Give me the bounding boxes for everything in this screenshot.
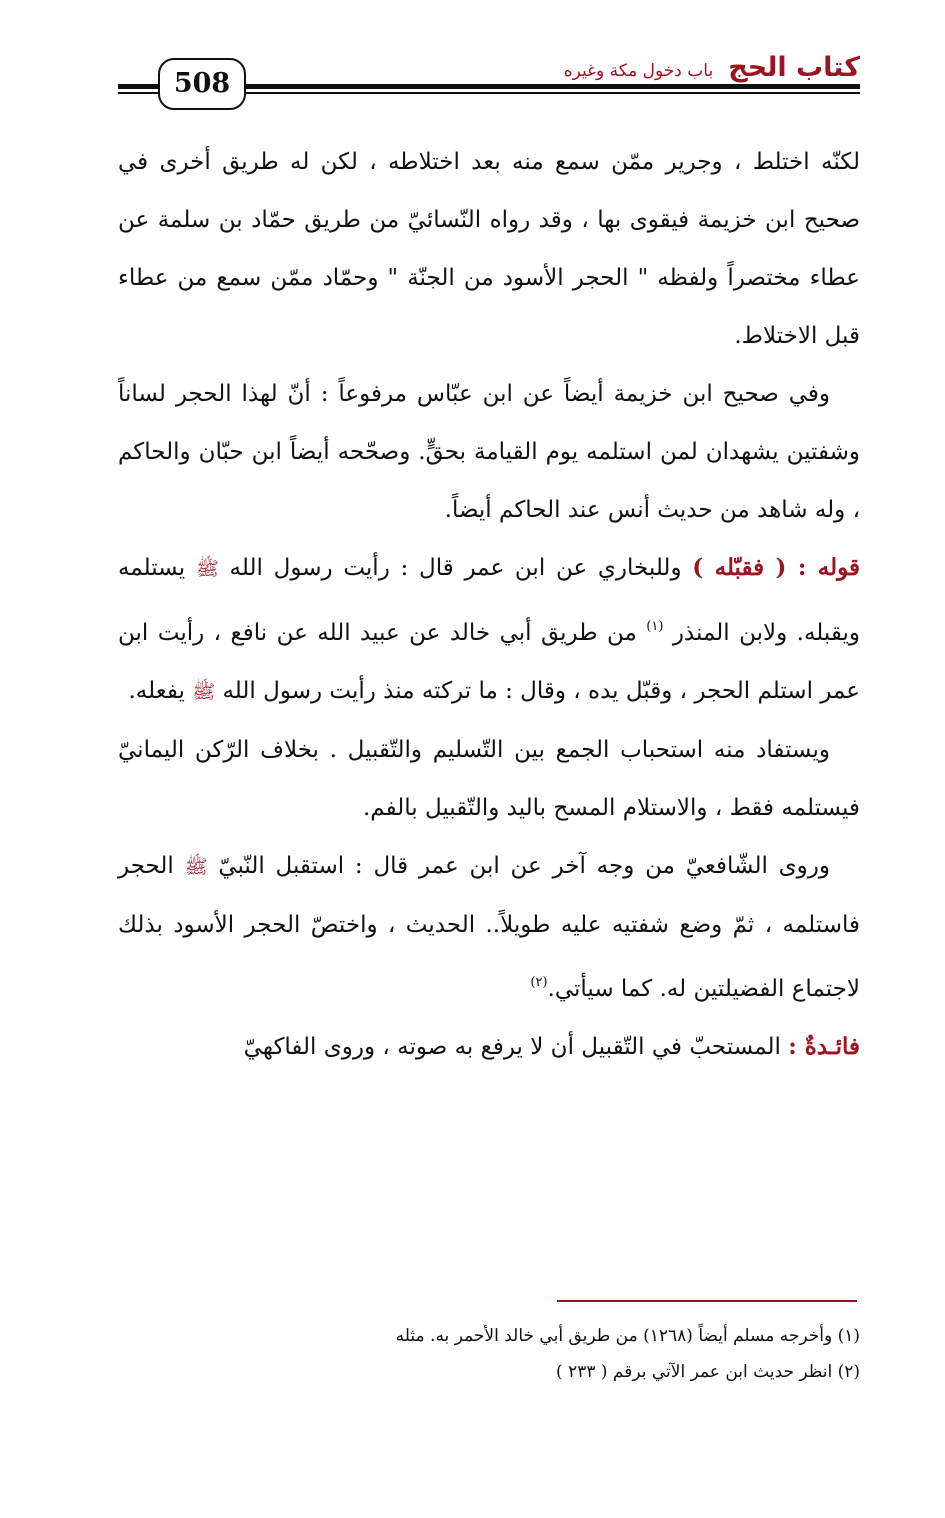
footnote-marker-2: (٢) — [530, 975, 548, 990]
page-header — [118, 48, 860, 118]
paragraph-3-text-c: من طريق أبي خالد عن عبيد الله عن نافع ، رأيت ابن عمر استلم الحجر ، وقبّل يده ، وقال : ما تركته منذ رأيت رسول الله — [118, 620, 860, 704]
paragraph-3 — [118, 539, 860, 721]
footnote-2: (٢) انظر حديث ابن عمر الآتي برقم ( ٢٣٣ ) — [556, 1362, 860, 1382]
paragraph-6 — [118, 1018, 860, 1076]
paragraph-6-text: المستحبّ في التّقبيل أن لا يرفع به صوته ، وروى الفاكهيّ — [243, 1034, 789, 1060]
paragraph-1: لكنّه اختلط ، وجرير ممّن سمع منه بعد اختلاطه ، لكن له طريق أخرى في صحيح ابن خزيمة فيقوى بها ، وقد رواه النّسائيّ من طريق حمّاد بن سلمة عن عطاء مختصراً ولفظه " الحجر الأسود من الجنّة " وحمّاد ممّن سمع من عطاء قبل الاختلاط. — [118, 149, 860, 349]
paragraph-3-label: قوله : ( فقبّله ) — [692, 554, 861, 581]
header-titles — [564, 52, 860, 83]
footnote-separator — [557, 1300, 857, 1302]
footnotes — [118, 1318, 860, 1390]
salutation-glyph: ﷺ — [195, 558, 219, 580]
footnote-1: (١) وأخرجه مسلم أيضاً (١٢٦٨) من طريق أبي خالد الأحمر به. مثله — [395, 1326, 860, 1346]
salutation-glyph: ﷺ — [184, 856, 208, 878]
footnote-marker-1: (١) — [646, 619, 664, 634]
book-title: كتاب الحج — [728, 52, 860, 83]
page-number: 508 — [158, 58, 246, 110]
chapter-title: باب دخول مكة وغيره — [563, 61, 714, 81]
paragraph-5-text-b: الحجر فاستلمه ، ثمّ وضع شفتيه عليه طويلاً.. الحديث ، واختصّ الحجر الأسود بذلك لاجتماع الفضيلتين له. كما سيأتي. — [118, 853, 860, 1002]
paragraph-5-text-a: وروى الشّافعيّ من وجه آخر عن ابن عمر قال : استقبل النّبيّ — [207, 853, 831, 879]
paragraph-5 — [118, 837, 860, 1018]
paragraph-2: وفي صحيح ابن خزيمة أيضاً عن ابن عبّاس مرفوعاً : أنّ لهذا الحجر لساناً وشفتين يشهدان لمن استلمه يوم القيامة بحقٍّ. وصحّحه أيضاً ابن حبّان والحاكم ، وله شاهد من حديث أنس عند الحاكم أيضاً. — [118, 381, 860, 523]
paragraph-3-text-b: يستلمه ويقبله. ولابن المنذر — [118, 555, 860, 646]
paragraph-3-text-d: يفعله. — [128, 678, 193, 704]
page-body — [118, 133, 860, 1076]
paragraph-3-text-a: وللبخاري عن ابن عمر قال : رأيت رسول الله — [218, 555, 693, 581]
paragraph-6-label: فائـدةٌ : — [788, 1033, 860, 1060]
salutation-glyph: ﷺ — [192, 681, 216, 703]
paragraph-4: ويستفاد منه استحباب الجمع بين التّسليم والتّقبيل . بخلاف الرّكن اليمانيّ فيستلمه فقط ، والاستلام المسح باليد والتّقبيل بالفم. — [118, 737, 860, 821]
